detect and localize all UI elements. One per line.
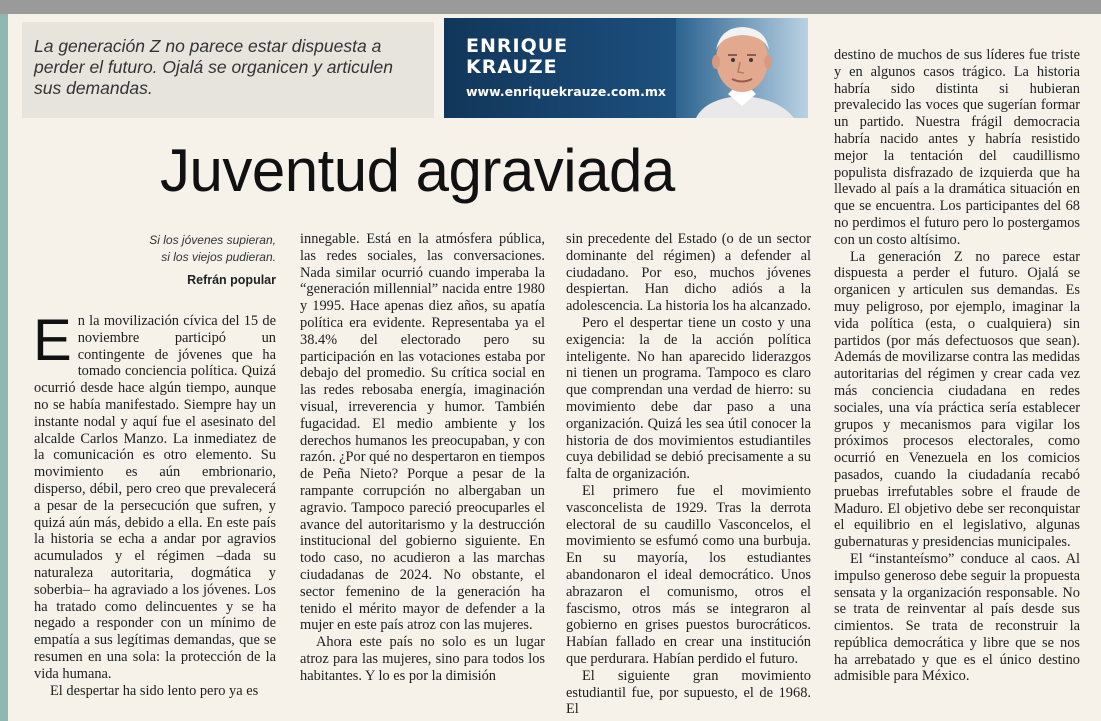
- article-paragraph: La generación Z no parece estar dispuesta a perder el futuro. Ojalá se organicen y articulen sus demandas. Es muy peligroso, por ejemplo, imaginar la vida política (esta, o cualquiera) sin partidos (por más defectuosos que sean). Además de movilizarse contra las medidas autoritarias del régimen y crear cada vez más conciencia ciudadana en redes sociales, una vía práctica sería establecer grupos y mecanismos para vigilar los próximos procesos electorales, como ocurrió en Venezuela en los comicios pasados, cuando la ciudadanía recabó pruebas irrefutables sobre el fraude de Maduro. El objetivo debe ser reconquistar el equilibrio en el legislativo, algunas gubernaturas y presidencias municipales.: [834, 248, 1080, 551]
- article-paragraph: innegable. Está en la atmósfera pública, las redes sociales, las conversaciones. Nada similar ocurrió cuando imperaba la “generación millennial” nacida entre 1980 y 1995. Hace apenas diez años, su apatía política era evidente. Representaba ya el 38.4% del electorado pero su participación en las votaciones estaba por debajo del promedio. Su crítica social en las redes rebosaba energía, imaginación visual, irreverencia y humor. También fugacidad. El medio ambiente y los derechos humanos les preocupaban, y con razón. ¿Por qué no despertaron en tiempos de Peña Nieto? Porque a pesar de la rampante corrupción no albergaban un agravio. Tampoco pareció preocuparles el avance del autoritarismo y la destrucción institucional del gobierno siguiente. En todo caso, no acudieron a las marchas ciudadanas de 2024. No obstante, el sector femenino de la generación ha tenido el mérito mayor de defender a la mujer en este país atroz con las mujeres.: [300, 231, 545, 634]
- columnist-banner: [444, 18, 808, 118]
- teaser-box: [22, 22, 434, 118]
- epigraph: [40, 232, 276, 266]
- article-column-4: [834, 47, 1080, 685]
- article-paragraph: Pero el despertar tiene un costo y una exigencia: la de la acción política inteligente. No han aparecido liderazgos ni tienen un programa. Tampoco es claro que comprendan una verdad de hierro: su movimiento debe dar paso a una organización. Quizá les sea útil conocer la historia de dos movimientos estudiantiles cuya debilidad se debió precisamente a su falta de organización.: [566, 314, 811, 483]
- article-paragraph: sin precedente del Estado (o de un sector dominante del régimen) a defender al ciudadano. Por eso, muchos jóvenes despiertan. Han dicho adiós a la adolescencia. La historia los ha alcanzado.: [566, 231, 811, 315]
- article-paragraph: El “instanteísmo” conduce al caos. Al impulso generoso debe seguir la propuesta sensata y la organización responsable. No se trata de reinventar al país desde sus cimientos. Se trata de reconstruir la república democrática y libre que se nos ha arrebatado y que es el único destino admisible para México.: [834, 550, 1080, 685]
- paragraph-text: n la movilización cívica del 15 de noviembre participó un contingente de jóvenes que ha tomado conciencia política. Quizá ocurrió desde hace algún tiempo, aunque no se había manifestado. Siempre hay un instante nodal y aquí fue el asesinato del alcalde Carlos Manzo. La inmediatez de la comunicación es otro elemento. Su movimiento es aún embrionario, disperso, débil, pero creo que prevalecerá a pesar de la persecución que sufren, y quizá aún más, debido a ella. En este país la historia se echa a andar por agravios acumulados y el régimen –dada su naturaleza autoritaria, dogmática y soberbia– ha agraviado a los jóvenes. Los ha tratado como delincuentes y se ha negado a responder con un mínimo de empatía a sus legítimas demandas, que se resumen en una sola: la protección de la vida humana.: [34, 313, 276, 682]
- article-column-3: [566, 231, 811, 718]
- article-paragraph: destino de muchos de sus líderes fue triste y en algunos casos trágico. La historia habría sido distinta si hubieran prevalecido las voces que sugerían formar un partido. Nuestra frágil democracia habría nacido antes y habría resistido mejor la tentación del caudillismo populista disfrazado de izquierda que ha llevado al país a la dramática situación en que se encuentra. Los participantes del 68 no perdimos el futuro pero lo postergamos con un costo altísimo.: [834, 47, 1080, 248]
- author-portrait: [676, 18, 808, 118]
- author-url: www.enriquekrauze.com.mx: [466, 84, 666, 99]
- article-paragraph: El primero fue el movimiento vasconcelista de 1929. Tras la derrota electoral de su caudillo Vasconcelos, el movimiento se esfumó como una burbuja. En su mayoría, los estudiantes abandonaron el ideal democrático. Unos abrazaron el comunismo, otros el fascismo, otros más se integraron al gobierno en grises puestos burocráticos. Habían fallado en crear una institución que perdurara. Habían perdido el futuro.: [566, 482, 811, 667]
- epigraph-line: Si los jóvenes supieran,: [149, 233, 276, 247]
- left-accent-strip: [0, 14, 8, 721]
- article-column-1: [33, 308, 276, 699]
- author-name: ENRIQUE KRAUZE: [466, 35, 569, 78]
- article-paragraph: [33, 308, 276, 683]
- drop-cap: E: [33, 308, 72, 373]
- article-paragraph: El siguiente gran movimiento estudiantil fue, por supuesto, el de 1968. El: [566, 667, 811, 718]
- epigraph-source: Refrán popular: [187, 273, 276, 287]
- teaser-text: La generación Z no parece estar dispuesta a perder el futuro. Ojalá se organicen y articulen sus demandas.: [34, 36, 393, 98]
- top-bar: [0, 0, 1101, 14]
- headline: Juventud agraviada: [160, 137, 675, 204]
- article-column-2: [300, 231, 545, 685]
- epigraph-line: si los viejos pudieran.: [161, 250, 276, 264]
- article-paragraph: El despertar ha sido lento pero ya es: [50, 682, 259, 699]
- article-paragraph: Ahora este país no solo es un lugar atroz para las mujeres, sino para todos los habitantes. Y lo es por la dimisión: [300, 634, 545, 684]
